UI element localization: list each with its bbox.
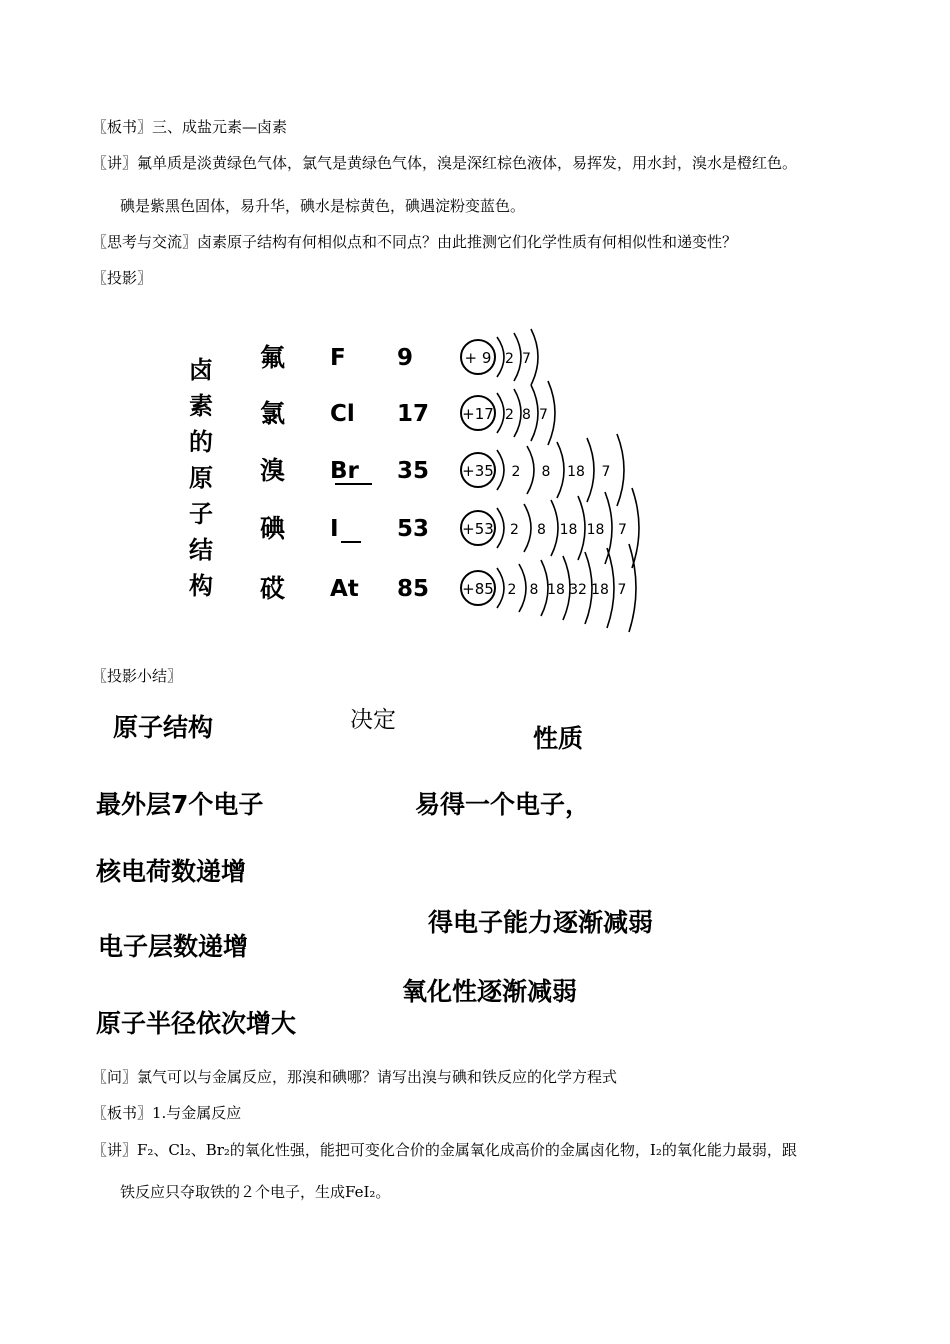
atomic-number: 53: [397, 516, 430, 542]
atomic-number: 35: [397, 458, 430, 484]
projection-label: 〖投影〗: [92, 269, 153, 287]
atomic-number: 9: [397, 345, 414, 371]
shell-electron-count: 18: [586, 522, 605, 538]
electron-shell-arc: [497, 337, 504, 377]
electron-shell-arc: [548, 381, 555, 445]
element-symbol: At: [330, 576, 359, 602]
electron-shell-arc: [587, 438, 594, 502]
electron-shell-arc: [557, 442, 564, 498]
board-heading-halogen: 〖板书〗三、成盐元素—卤素: [92, 118, 288, 136]
board-heading-metal-reaction: 〖板书〗1.与金属反应: [92, 1104, 242, 1122]
shell-electron-count: 7: [618, 522, 627, 538]
element-symbol: Br: [330, 458, 359, 484]
electron-shell-arc: [497, 508, 504, 548]
summary-radius-increase: 原子半径依次增大: [96, 1009, 297, 1038]
shell-electron-count: 32: [569, 582, 587, 598]
summary-outer-7-electrons: 最外层7个电子: [96, 790, 264, 819]
shell-electron-count: 7: [522, 351, 531, 367]
electron-shell-arc: [514, 333, 521, 381]
lecture-colors-line2: 碘是紫黑色固体，易升华，碘水是棕黄色，碘遇淀粉变蓝色。: [120, 197, 526, 215]
nucleus-charge: +17: [462, 405, 494, 423]
lecture-oxidation-line1: 〖讲〗F₂、Cl₂、Br₂的氧化性强，能把可变化合价的金属氧化成高价的金属卤化物，I₂的氧化能力最弱，跟: [92, 1141, 797, 1159]
electron-shell-arc: [531, 385, 538, 441]
element-symbol: F: [330, 345, 346, 371]
shell-electron-count: 7: [539, 407, 548, 423]
summary-shell-count-increase: 电子层数递增: [98, 932, 249, 961]
element-name: 氟: [260, 343, 286, 372]
element-symbol: I: [330, 516, 339, 542]
electron-shell-arc: [531, 329, 538, 385]
summary-oxidizing-weaker: 氧化性逐渐减弱: [402, 977, 578, 1006]
summary-atomic-structure: 原子结构: [113, 713, 214, 742]
shell-electron-count: 2: [507, 582, 517, 598]
nucleus-charge: +53: [462, 520, 494, 538]
summary-decides: 决定: [350, 707, 396, 733]
atomic-number: 17: [397, 401, 430, 427]
shell-electron-count: 2: [505, 407, 514, 423]
vertical-title-char: 子: [189, 500, 213, 528]
nucleus-charge: + 9: [464, 349, 492, 367]
electron-shell-arc: [578, 496, 585, 560]
vertical-title-char: 素: [189, 392, 213, 420]
shell-electron-count: 8: [541, 464, 551, 480]
electron-shell-arc: [519, 564, 526, 612]
summary-electron-gain-weaker: 得电子能力逐渐减弱: [428, 908, 654, 937]
question-line: 〖问〗氯气可以与金属反应，那溴和碘哪？请写出溴与碘和铁反应的化学方程式: [92, 1068, 618, 1086]
element-name: 砹: [260, 574, 286, 603]
vertical-title-char: 原: [189, 464, 213, 492]
nucleus-charge: +85: [462, 580, 494, 598]
summary-nuclear-charge-increase: 核电荷数递增: [96, 857, 247, 886]
shell-electron-count: 7: [601, 464, 611, 480]
element-name: 氯: [260, 399, 286, 428]
element-symbol: Cl: [330, 401, 355, 427]
think-discuss-line: 〖思考与交流〗卤素原子结构有何相似点和不同点？由此推测它们化学性质有何相似性和递变性？: [92, 233, 738, 251]
shell-electron-count: 8: [522, 407, 531, 423]
shell-electron-count: 2: [505, 351, 514, 367]
projection-summary-label: 〖投影小结〗: [92, 667, 183, 685]
vertical-title-char: 卤: [189, 356, 213, 384]
summary-property: 性质: [533, 724, 584, 753]
lecture-oxidation-line2: 铁反应只夺取铁的２个电子，生成FeI₂。: [120, 1183, 391, 1201]
nucleus-charge: +35: [462, 462, 494, 480]
vertical-title-char: 构: [189, 572, 213, 600]
shell-electron-count: 8: [537, 522, 546, 538]
shell-electron-count: 18: [567, 464, 585, 480]
electron-shell-arc: [617, 434, 624, 506]
electron-shell-arc: [514, 389, 521, 437]
electron-shell-arc: [497, 568, 504, 608]
element-name: 碘: [260, 514, 286, 543]
shell-electron-count: 18: [547, 582, 565, 598]
shell-electron-count: 18: [591, 582, 609, 598]
vertical-title-char: 结: [189, 536, 213, 564]
electron-shell-arc: [524, 504, 531, 552]
halogen-atomic-structure-figure: [175, 312, 655, 642]
electron-shell-arc: [497, 450, 504, 490]
shell-electron-count: 2: [511, 464, 521, 480]
shell-electron-count: 18: [559, 522, 578, 538]
summary-easy-gain-electron: 易得一个电子，: [415, 790, 591, 819]
electron-shell-arc: [551, 500, 558, 556]
shell-electron-count: 7: [617, 582, 627, 598]
vertical-title-char: 的: [189, 428, 213, 456]
atomic-number: 85: [397, 576, 430, 602]
element-name: 溴: [260, 456, 286, 485]
shell-electron-count: 8: [529, 582, 539, 598]
lecture-colors-line1: 〖讲〗氟单质是淡黄绿色气体，氯气是黄绿色气体，溴是深红棕色液体，易挥发，用水封，溴水是橙红色。: [92, 154, 798, 172]
electron-shell-arc: [497, 393, 504, 433]
shell-electron-count: 2: [510, 522, 519, 538]
electron-shell-arc: [527, 446, 534, 494]
